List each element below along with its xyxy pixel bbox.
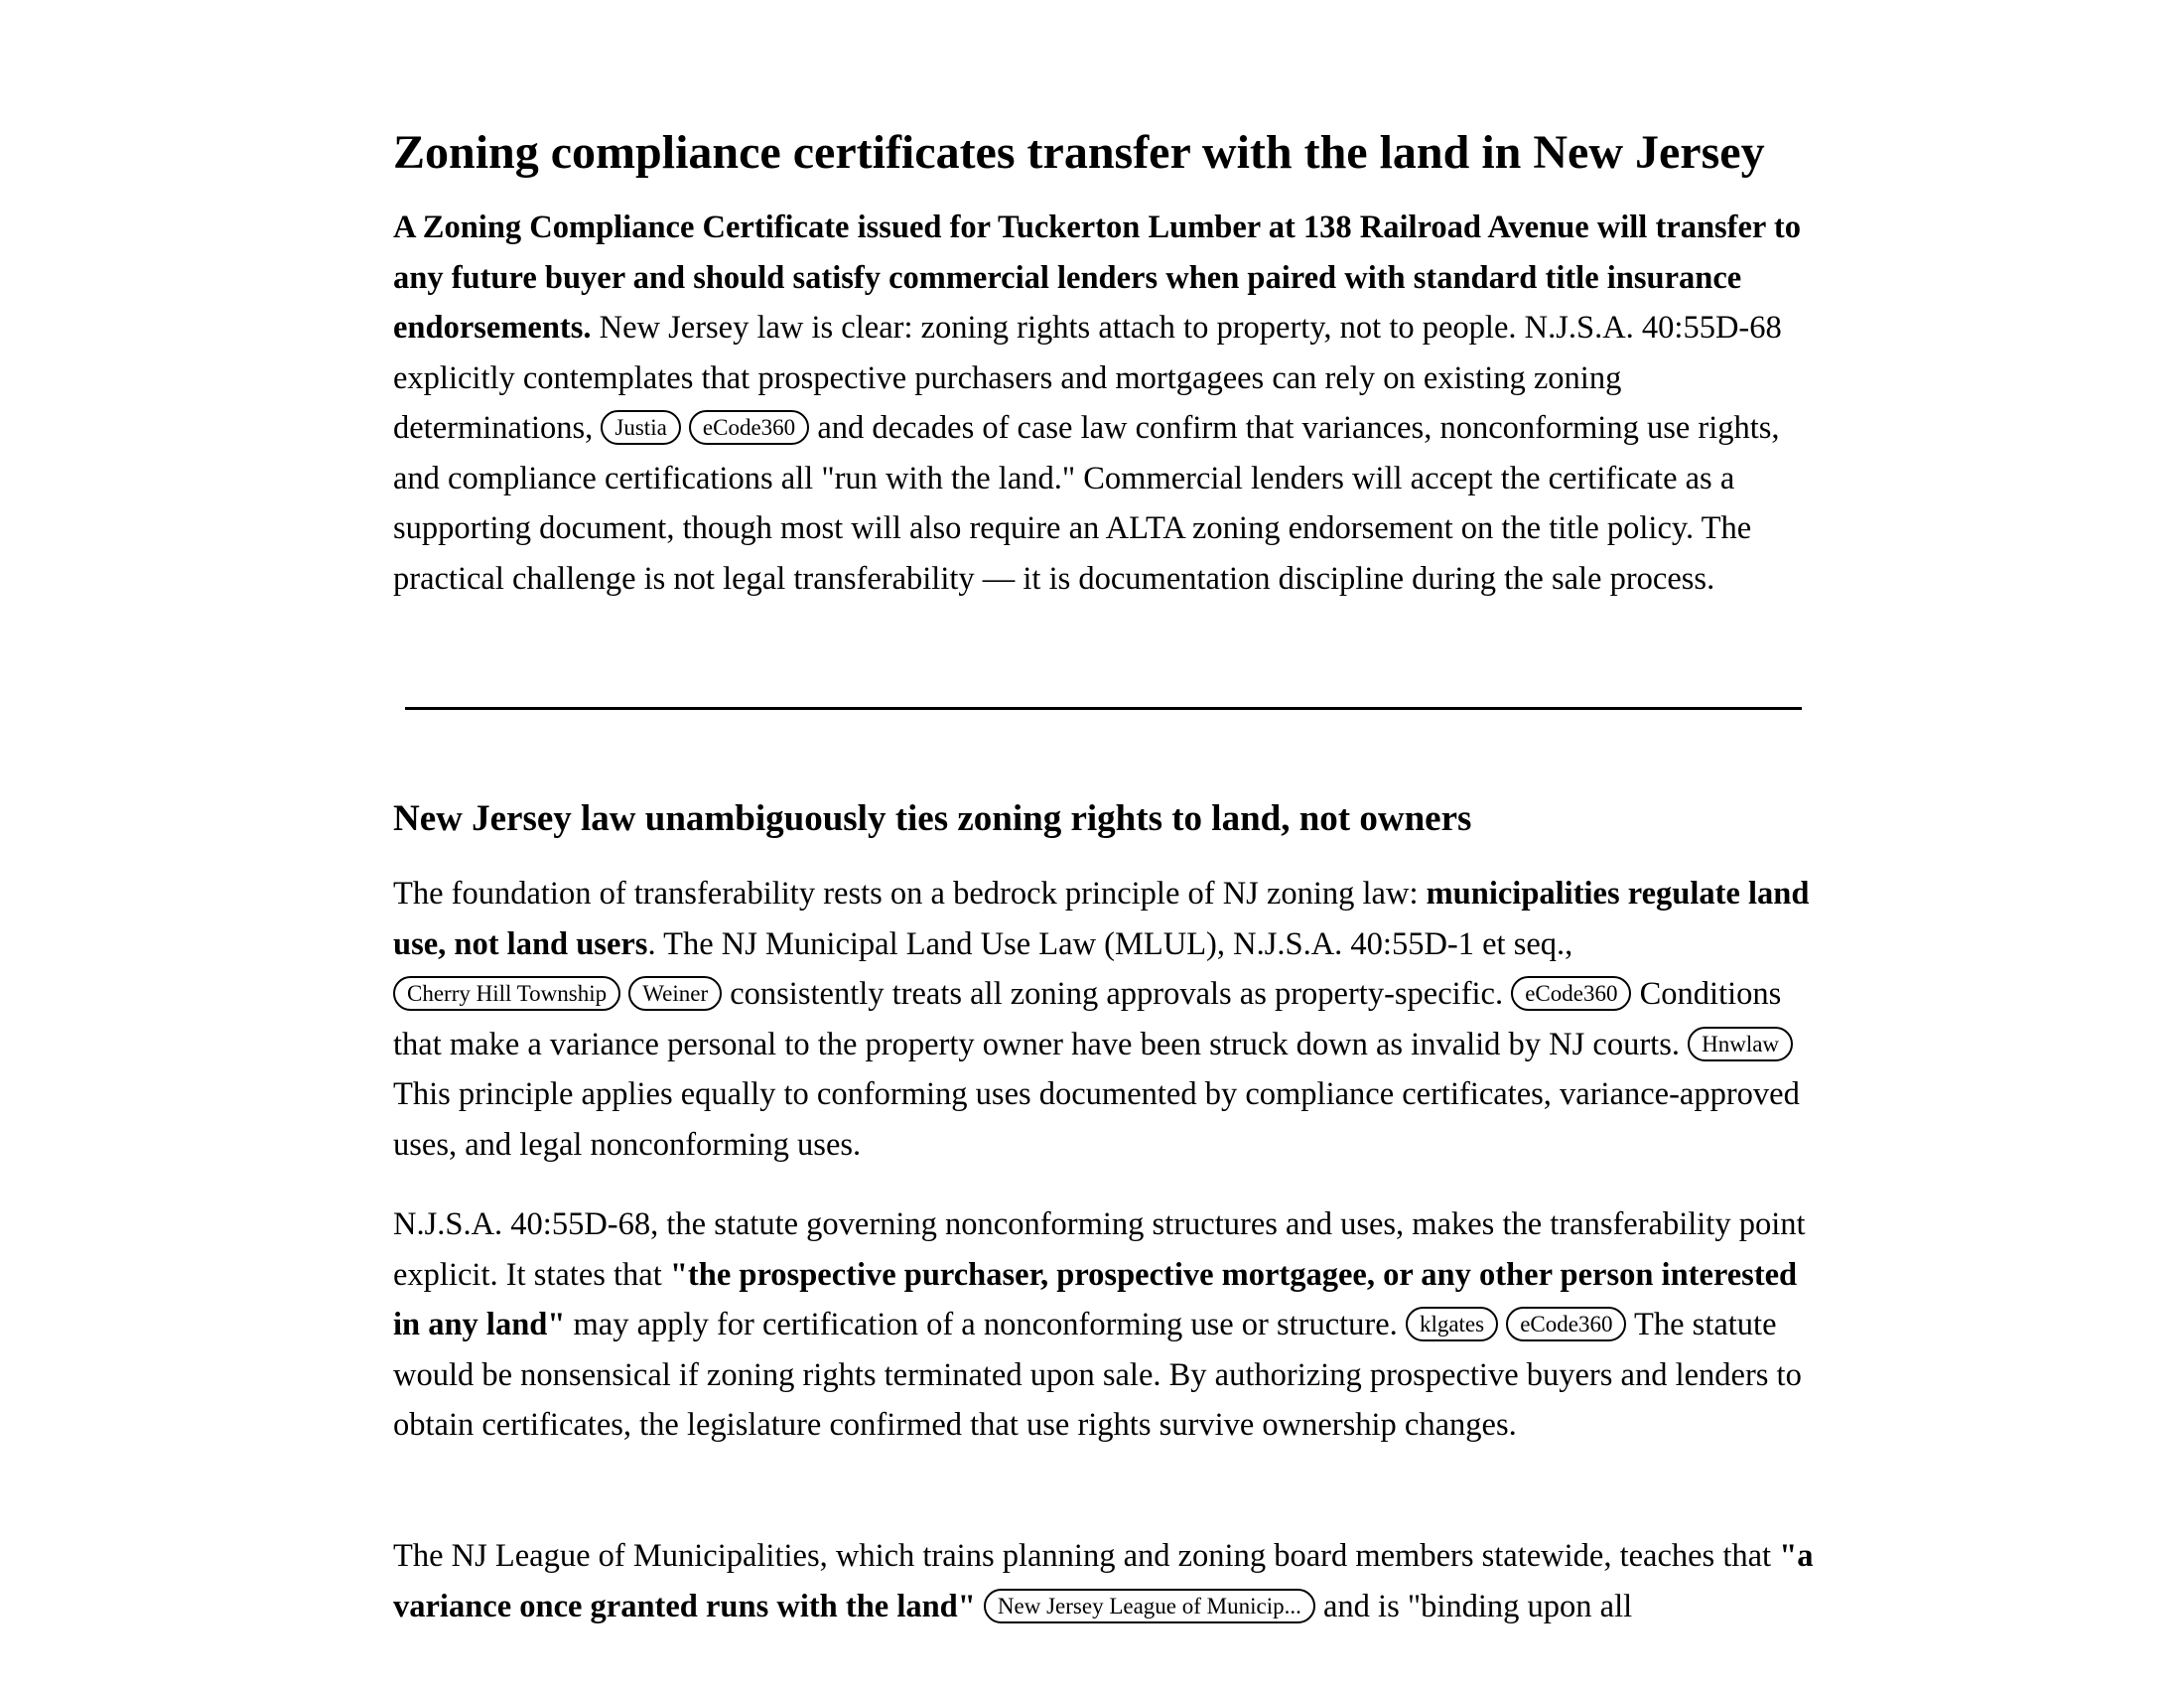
citation-chip-ecode360[interactable]: eCode360 [1511,976,1631,1011]
citation-chip-hnwlaw[interactable]: Hnwlaw [1688,1027,1793,1061]
paragraph-emphasis: "the prospective purchaser, prospective mortgagee, or any other person interested in any land" [393,1256,1798,1342]
paragraph-text: . The NJ Municipal Land Use Law (MLUL), N.J.S.A. 40:55D-1 et seq., [647,925,1573,962]
section-paragraph-3 [393,1531,1823,1631]
section-heading: New Jersey law unambiguously ties zoning rights to land, not owners [393,798,1472,839]
citation-chip-cherry-hill-township[interactable]: Cherry Hill Township [393,976,620,1011]
citation-chip-nj-league-of-municipalities[interactable]: New Jersey League of Municip... [984,1589,1315,1623]
citation-chip-weiner[interactable]: Weiner [628,976,722,1011]
paragraph-emphasis: "a variance once granted runs with the land" [393,1538,1814,1624]
paragraph-text: This principle applies equally to conforming uses documented by compliance certificates, variance-approved uses, and legal nonconforming uses. [393,1076,1800,1163]
lead-text: New Jersey law is clear: zoning rights attach to property, not to people. N.J.S.A. 40:55D-68 explicitly contemplates that prospective purchasers and mortgagees can rely on existing zoning determinations, [393,310,1782,446]
paragraph-text: consistently treats all zoning approvals as property-specific. [722,976,1512,1012]
citation-chip-ecode360[interactable]: eCode360 [1506,1307,1626,1341]
paragraph-text: The statute would be nonsensical if zoning rights terminated upon sale. By authorizing prospective buyers and lenders to obtain certificates, the legislature confirmed that use rights survive ownership changes. [393,1307,1802,1443]
citation-chip-ecode360[interactable]: eCode360 [689,410,809,445]
paragraph-text: The NJ League of Municipalities, which trains planning and zoning board members statewide, teaches that [393,1538,1780,1574]
citation-chip-klgates[interactable]: klgates [1406,1307,1498,1341]
lead-text-continued: and decades of case law confirm that variances, nonconforming use rights, and compliance certifications all "run with the land." Commercial lenders will accept the certificate as a supporting document, though most will also require an ALTA zoning endorsement on the title policy. The practical challenge is not legal transferability — it is documentation discipline during the sale process. [393,410,1780,597]
lead-paragraph [393,203,1823,604]
article-title: Zoning compliance certificates transfer with the land in New Jersey [393,126,1765,179]
section-divider [405,707,1802,710]
paragraph-text: The foundation of transferability rests on a bedrock principle of NJ zoning law: [393,876,1427,912]
section-paragraph-2 [393,1199,1823,1451]
paragraph-emphasis: municipalities regulate land use, not land users [393,876,1810,962]
paragraph-text: Conditions that make a variance personal to the property owner have been struck down as invalid by NJ courts. [393,976,1782,1062]
paragraph-text: and is "binding upon all [1314,1588,1633,1624]
paragraph-text [976,1589,984,1624]
paragraph-text: N.J.S.A. 40:55D-68, the statute governing nonconforming structures and uses, makes the transferability point explicit. It states that [393,1206,1806,1293]
citation-chip-justia[interactable]: Justia [601,410,680,445]
section-paragraph-1 [393,869,1823,1170]
lead-summary-bold: A Zoning Compliance Certificate issued for Tuckerton Lumber at 138 Railroad Avenue will transfer to any future buyer and should satisfy commercial lenders when paired with standard title insurance endorsements. [393,210,1801,346]
paragraph-text: may apply for certification of a nonconforming use or structure. [565,1307,1406,1342]
